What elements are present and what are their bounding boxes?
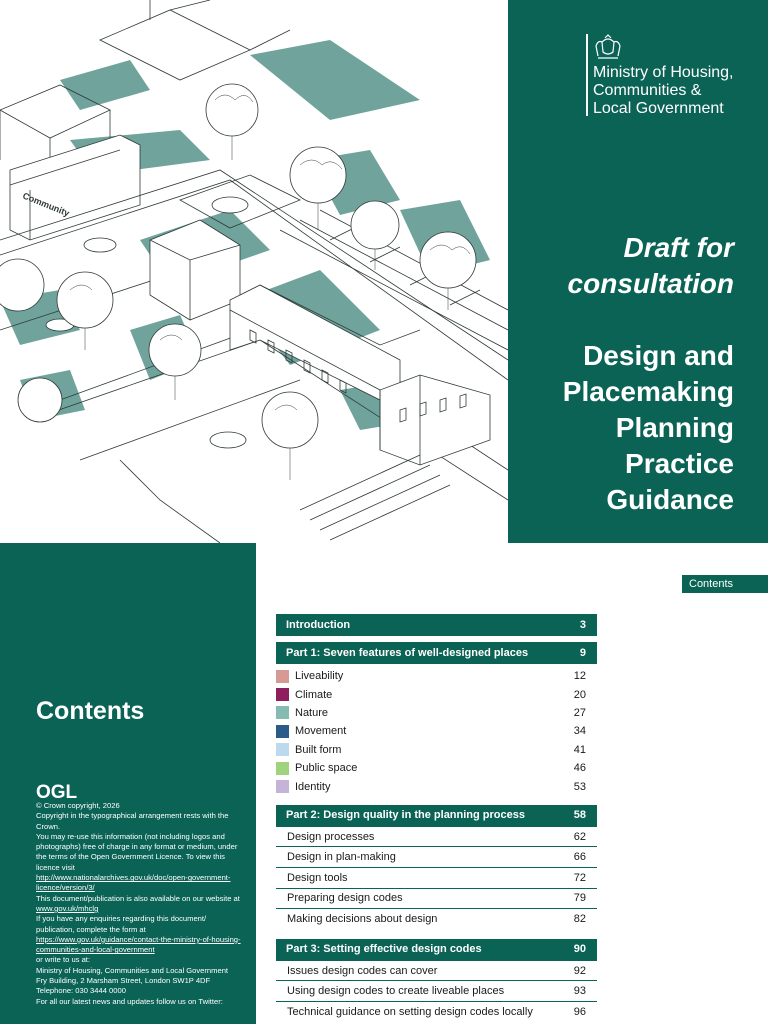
toc-page: 62 — [573, 830, 586, 843]
toc-item-making-decisions[interactable] — [276, 909, 597, 930]
legal-text: For all our latest news and updates follow us on Twitter: — [36, 996, 223, 1006]
toc-label: Introduction — [286, 618, 351, 631]
telephone-line: Telephone: 030 3444 0000 — [36, 986, 126, 996]
toc-page: 93 — [573, 985, 586, 998]
toc-label: Technical guidance on setting design codes locally — [287, 1006, 533, 1019]
ministry-line-1: Ministry of Housing, — [593, 64, 734, 81]
toc-item-liveability[interactable] — [276, 667, 597, 685]
identity-swatch — [276, 780, 289, 793]
title-line-2: Placemaking — [562, 376, 734, 407]
toc-label: Identity — [295, 780, 331, 793]
toc-label: Design in plan-making — [287, 851, 396, 864]
ministry-line-3: Local Government — [593, 100, 724, 117]
street-illustration — [0, 0, 508, 543]
ministry-line-2: Communities & — [593, 82, 702, 99]
contents-page — [0, 543, 768, 1024]
toc-page: 20 — [573, 688, 586, 701]
royal-crest-icon — [592, 34, 624, 60]
toc-item-design-in-plan-making[interactable] — [276, 847, 597, 868]
public-space-swatch — [276, 762, 289, 775]
contact-form-link[interactable]: https://www.gov.uk/guidance/contact-the-ministry-of-housing-communities-and-local-government — [36, 934, 241, 955]
toc-item-liveable-places[interactable] — [276, 981, 597, 1002]
community-sign: Community — [21, 190, 71, 219]
title-line-5: Guidance — [606, 484, 734, 515]
toc-page: 46 — [573, 762, 586, 775]
toc-label: Built form — [295, 743, 342, 756]
toc-page: 72 — [573, 871, 586, 884]
legal-text: You may re-use this information (not including logos and photographs) free of charge in any format or medium, under the terms of the Open Government Licence. To view this licence visit — [36, 831, 238, 872]
toc-item-issues-design-codes[interactable] — [276, 961, 597, 982]
toc-page: 9 — [579, 646, 586, 659]
toc-part-2[interactable] — [276, 805, 597, 827]
toc-page: 12 — [573, 670, 586, 683]
toc-page: 58 — [573, 809, 586, 822]
toc-item-nature[interactable] — [276, 704, 597, 722]
toc-item-design-processes[interactable] — [276, 827, 597, 848]
ogl-logo-icon — [36, 781, 84, 801]
crest-divider — [586, 34, 588, 116]
toc-item-climate[interactable] — [276, 685, 597, 703]
title-line-3: Planning — [615, 412, 734, 443]
toc-label: Nature — [295, 706, 329, 719]
toc-page: 27 — [573, 706, 586, 719]
legal-notice — [36, 801, 244, 1007]
contents-heading: Contents — [36, 697, 145, 725]
toc-item-public-space[interactable] — [276, 759, 597, 777]
toc-page: 34 — [573, 725, 586, 738]
title-line-4: Practice — [625, 448, 734, 479]
title-line-1: Design and — [583, 340, 734, 371]
toc-page: 92 — [573, 964, 586, 977]
toc-part-1[interactable] — [276, 642, 597, 664]
nature-swatch — [276, 706, 289, 719]
liveability-swatch — [276, 670, 289, 683]
toc-page: 82 — [573, 913, 586, 926]
ministry-name — [593, 64, 763, 118]
legal-text: This document/publication is also available on our website at — [36, 893, 240, 903]
toc-item-preparing-design-codes[interactable] — [276, 889, 597, 910]
copyright-line: © Crown copyright, 2026 — [36, 801, 120, 810]
svg-text:OGL: OGL — [36, 782, 78, 801]
toc-label: Part 3: Setting effective design codes — [286, 943, 482, 956]
toc-label: Public space — [295, 762, 358, 775]
table-of-contents — [276, 614, 597, 1022]
toc-label: Part 1: Seven features of well-designed places — [286, 646, 529, 659]
draft-line-1: Draft for — [623, 232, 734, 263]
toc-label: Climate — [295, 688, 333, 701]
contents-tab[interactable]: Contents — [682, 575, 768, 593]
toc-label: Design tools — [287, 871, 348, 884]
legal-text: or write to us at: — [36, 955, 91, 965]
toc-page: 66 — [573, 851, 586, 864]
toc-introduction[interactable] — [276, 614, 597, 636]
built-form-swatch — [276, 743, 289, 756]
toc-item-design-tools[interactable] — [276, 868, 597, 889]
draft-label — [514, 230, 734, 302]
legal-text: Copyright in the typographical arrangement rests with the Crown. — [36, 811, 229, 831]
toc-page: 90 — [573, 943, 586, 956]
toc-part-3[interactable] — [276, 939, 597, 961]
movement-swatch — [276, 725, 289, 738]
toc-label: Making decisions about design — [287, 913, 438, 926]
toc-label: Issues design codes can cover — [287, 964, 438, 977]
toc-label: Part 2: Design quality in the planning process — [286, 809, 525, 822]
toc-page: 96 — [573, 1006, 586, 1019]
toc-item-movement[interactable] — [276, 722, 597, 740]
climate-swatch — [276, 688, 289, 701]
address-line: Ministry of Housing, Communities and Local Government — [36, 965, 229, 975]
toc-page: 79 — [573, 892, 586, 905]
toc-label: Movement — [295, 725, 347, 738]
address-line: Fry Building, 2 Marsham Street, London SW1P 4DF — [36, 976, 211, 986]
toc-label: Preparing design codes — [287, 892, 403, 905]
legal-text: If you have any enquiries regarding this document/ publication, complete the form at — [36, 914, 207, 934]
toc-item-built-form[interactable] — [276, 741, 597, 759]
toc-page: 53 — [573, 780, 586, 793]
website-link[interactable]: www.gov.uk/mhclg — [36, 903, 99, 913]
draft-line-2: consultation — [567, 268, 734, 299]
toc-label: Using design codes to create liveable places — [287, 985, 505, 998]
toc-page: 41 — [573, 743, 586, 756]
toc-page: 3 — [579, 618, 586, 631]
document-title — [514, 338, 734, 518]
licence-link[interactable]: http://www.nationalarchives.gov.uk/doc/open-government-licence/version/3/ — [36, 873, 231, 893]
toc-label: Liveability — [295, 670, 344, 683]
toc-item-identity[interactable] — [276, 777, 597, 795]
toc-item-technical-guidance[interactable] — [276, 1002, 597, 1023]
toc-label: Design processes — [287, 830, 375, 843]
contents-sidebar — [0, 543, 256, 1024]
